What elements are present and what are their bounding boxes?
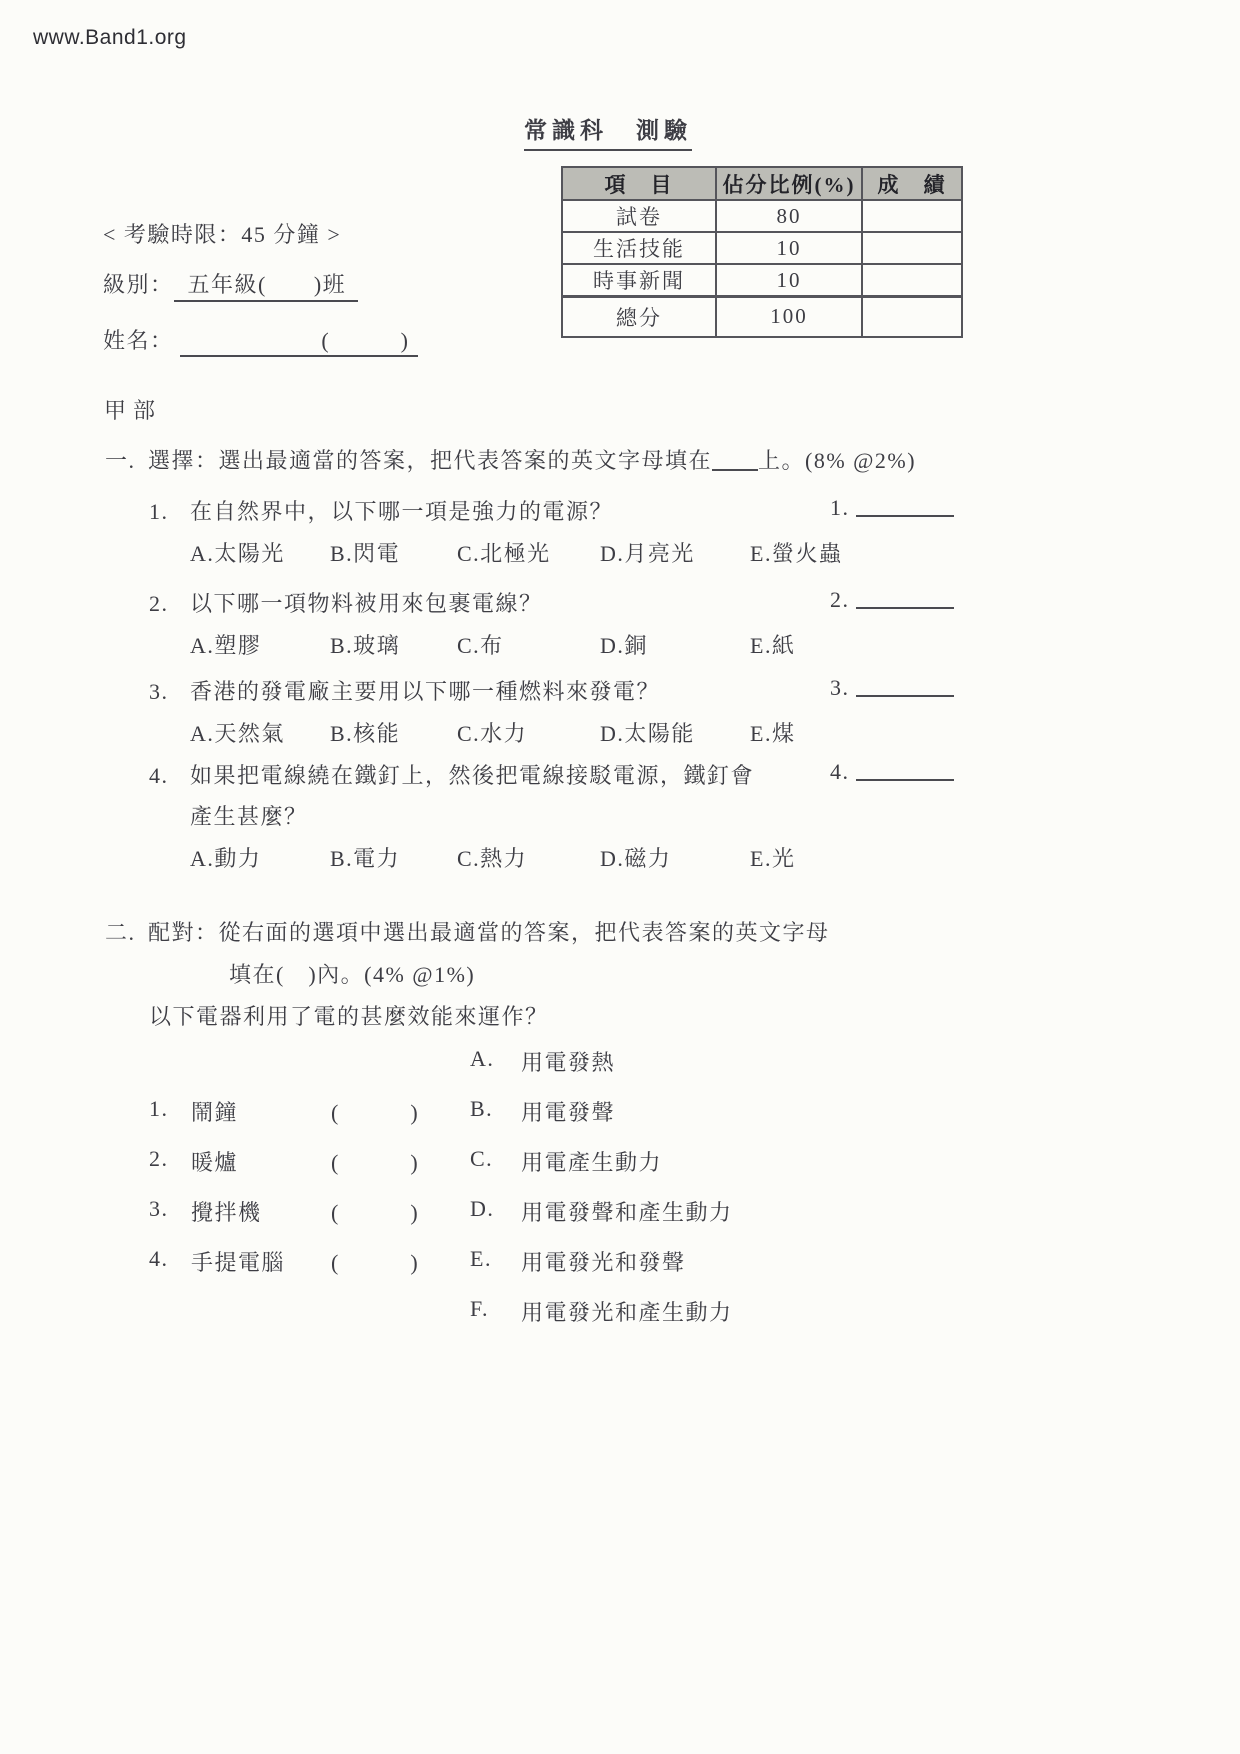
part1-number: 一. — [105, 448, 136, 473]
part2-number: 二. — [105, 920, 136, 945]
option-text: 用電發光和產生動力 — [521, 1300, 733, 1325]
matching-row — [149, 1096, 949, 1146]
question-1-text-row — [149, 495, 1089, 526]
option-letter: E. — [470, 1246, 492, 1271]
score-table-cell-percent: 10 — [716, 232, 862, 264]
option-e: E.煤 — [750, 721, 796, 746]
question-4-text: 如果把電線繞在鐵釘上，然後把電線接駁電源，鐵釘會 — [190, 763, 755, 788]
score-table-header-row — [562, 167, 962, 200]
score-table-cell-score — [862, 264, 962, 297]
part2-heading-line2: 填在( )內。(4% @1%) — [229, 962, 476, 987]
question-4-text-row — [149, 759, 1089, 790]
question-2-text: 以下哪一項物料被用來包裹電線？ — [190, 591, 543, 616]
matching-row — [149, 1296, 949, 1346]
question-3 — [149, 675, 1089, 748]
option-b: B.電力 — [330, 846, 401, 871]
question-3-options — [149, 717, 1089, 748]
score-table-header-item: 項 目 — [562, 167, 716, 200]
option-c: C.水力 — [457, 721, 528, 746]
answer-bracket: ( ) — [331, 1150, 420, 1175]
option-text: 用電發聲和產生動力 — [521, 1200, 733, 1225]
option-letter: D. — [470, 1196, 495, 1221]
section-a-label: 甲部 — [104, 398, 163, 423]
score-table-cell-percent: 80 — [716, 200, 862, 232]
watermark-url: www.Band1.org — [33, 26, 187, 49]
option-c: C.布 — [457, 633, 504, 658]
question-2-text-row — [149, 587, 1089, 618]
score-table-total-row — [562, 297, 962, 337]
question-4 — [149, 759, 1089, 873]
matching-row — [149, 1196, 949, 1246]
score-table-cell-score — [862, 232, 962, 264]
score-table — [561, 166, 963, 338]
option-letter: A. — [470, 1046, 495, 1071]
question-2-answer — [830, 587, 954, 613]
question-4-number: 4. — [149, 763, 169, 788]
option-text: 用電產生動力 — [521, 1150, 663, 1175]
option-text: 用電發聲 — [521, 1100, 616, 1125]
score-table-cell-item: 生活技能 — [562, 232, 716, 264]
part1-instructions: 選擇：選出最適當的答案，把代表答案的英文字母填在 — [148, 448, 713, 473]
option-d: D.銅 — [600, 633, 648, 658]
option-d: D.太陽能 — [600, 721, 695, 746]
score-table-header-score: 成 績 — [862, 167, 962, 200]
option-letter: B. — [470, 1096, 494, 1121]
answer-bracket: ( ) — [331, 1200, 420, 1225]
question-4-text-line2: 產生甚麼？ — [190, 804, 308, 829]
answer-number: 2. — [830, 587, 850, 612]
question-1-number: 1. — [149, 499, 169, 524]
score-table-cell-percent: 10 — [716, 264, 862, 297]
answer-blank — [856, 677, 954, 697]
part1-instructions-tail: 上。(8% @2%) — [758, 448, 917, 473]
score-table-cell-item: 試卷 — [562, 200, 716, 232]
option-a: A.天然氣 — [190, 721, 285, 746]
score-table-row — [562, 200, 962, 232]
matching-row — [149, 1046, 949, 1096]
question-2 — [149, 587, 1089, 660]
option-d: D.磁力 — [600, 846, 672, 871]
item-number: 4. — [149, 1246, 169, 1271]
answer-blank — [856, 497, 954, 517]
question-3-answer — [830, 675, 954, 701]
score-table-cell-item: 總分 — [562, 297, 716, 337]
option-b: B.核能 — [330, 721, 401, 746]
name-label: 姓名： — [103, 328, 174, 353]
question-4-answer — [830, 759, 954, 785]
question-2-options — [149, 629, 1089, 660]
answer-bracket: ( ) — [331, 1250, 420, 1275]
score-table-cell-score — [862, 200, 962, 232]
option-c: C.熱力 — [457, 846, 528, 871]
option-e: E.光 — [750, 846, 796, 871]
question-4-options — [149, 842, 1089, 873]
question-1-options — [149, 537, 1089, 568]
answer-number: 3. — [830, 675, 850, 700]
option-text: 用電發光和發聲 — [521, 1250, 686, 1275]
answer-bracket: ( ) — [331, 1100, 420, 1125]
item-text: 暖爐 — [191, 1150, 239, 1175]
score-table-header-percent: 佔分比例(%) — [716, 167, 862, 200]
time-limit-note: < 考驗時限：45 分鐘 > — [103, 222, 342, 247]
score-table-row — [562, 264, 962, 297]
part2-heading-line1 — [105, 916, 830, 947]
matching-row — [149, 1146, 949, 1196]
item-number: 1. — [149, 1096, 169, 1121]
answer-number: 1. — [830, 495, 850, 520]
class-field — [103, 268, 358, 299]
question-1-text: 在自然界中，以下哪一項是強力的電源？ — [190, 499, 614, 524]
matching-section — [149, 1046, 949, 1346]
question-3-text: 香港的發電廠主要用以下哪一種燃料來發電？ — [190, 679, 661, 704]
part2-heading — [105, 916, 830, 989]
question-1 — [149, 495, 1089, 568]
answer-blank — [856, 589, 954, 609]
question-3-text-row — [149, 675, 1089, 706]
option-text: 用電發熱 — [521, 1050, 616, 1075]
question-2-number: 2. — [149, 591, 169, 616]
item-text: 攪拌機 — [191, 1200, 262, 1225]
answer-number: 4. — [830, 759, 850, 784]
answer-blank — [856, 761, 954, 781]
option-c: C.北極光 — [457, 541, 551, 566]
option-a: A.動力 — [190, 846, 262, 871]
option-d: D.月亮光 — [600, 541, 695, 566]
part2-intro: 以下電器利用了電的甚麼效能來運作？ — [149, 1004, 549, 1029]
score-table-cell-percent: 100 — [716, 297, 862, 337]
option-b: B.玻璃 — [330, 633, 401, 658]
item-text: 鬧鐘 — [191, 1100, 239, 1125]
name-value-blank: ( ) — [180, 324, 418, 357]
matching-row — [149, 1246, 949, 1296]
item-number: 2. — [149, 1146, 169, 1171]
score-table-cell-item: 時事新聞 — [562, 264, 716, 297]
name-field — [103, 324, 418, 357]
part1-heading — [105, 444, 916, 475]
question-1-answer — [830, 495, 954, 521]
part2-instructions: 配對：從右面的選項中選出最適當的答案，把代表答案的英文字母 — [148, 920, 830, 945]
item-number: 3. — [149, 1196, 169, 1221]
page-title: 常識科 測驗 — [524, 112, 692, 151]
question-3-number: 3. — [149, 679, 169, 704]
item-text: 手提電腦 — [191, 1250, 286, 1275]
option-b: B.閃電 — [330, 541, 401, 566]
option-e: E.螢火蟲 — [750, 541, 843, 566]
option-letter: F. — [470, 1296, 489, 1321]
inline-answer-blank — [712, 449, 758, 471]
class-value-blank: 五年級( )班 — [174, 272, 359, 302]
option-letter: C. — [470, 1146, 494, 1171]
option-a: A.塑膠 — [190, 633, 262, 658]
class-label: 級別： — [103, 272, 174, 297]
score-table-row — [562, 232, 962, 264]
score-table-cell-score — [862, 297, 962, 337]
option-a: A.太陽光 — [190, 541, 285, 566]
option-e: E.紙 — [750, 633, 796, 658]
